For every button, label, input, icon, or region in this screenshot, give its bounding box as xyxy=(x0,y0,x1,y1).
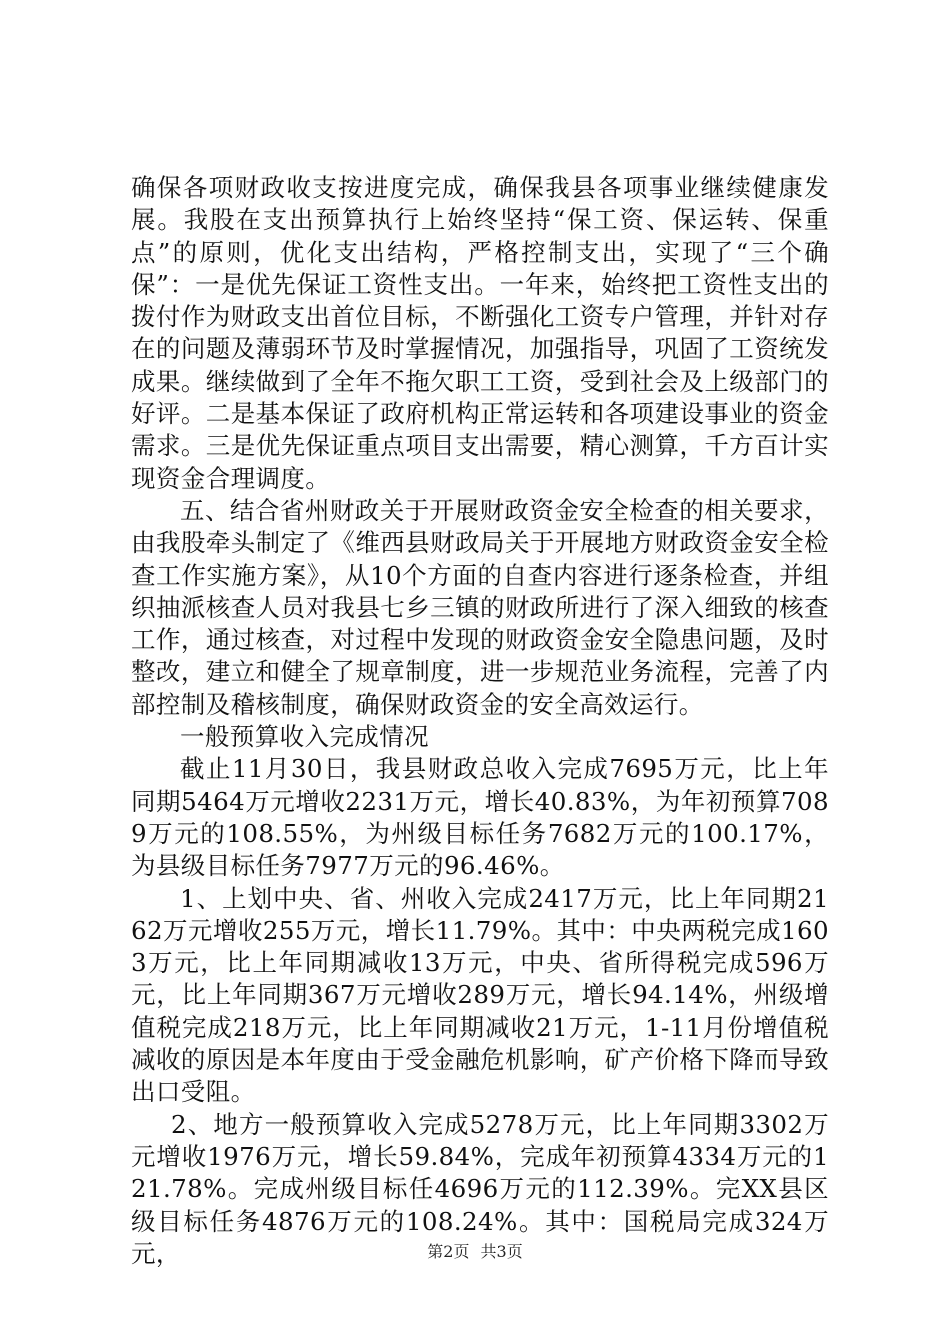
paragraph-central-revenue: 1、上划中央、省、州收入完成2417万元，比上年同期2162万元增收255万元，增长11.79%。其中：中央两税完成1603万元，比上年同期减收13万元，中央、省所得税完成596万元，比上年同期367万元增收289万元，增长94.14%，州级增值税完成218万元，比上年同期减收21万元，1-11月份增值税减收的原因是本年度由于受金融危机影响，矿产价格下降而导致出口受阻。 xyxy=(131,883,829,1107)
page-total: 共3页 xyxy=(480,1242,523,1261)
page-footer xyxy=(0,1242,950,1262)
paragraph-expenditure-guarantees: 确保各项财政收支按进度完成，确保我县各项事业继续健康发展。我股在支出预算执行上始终坚持“保工资、保运转、保重点”的原则，优化支出结构，严格控制支出，实现了“三个确保”：一是优先保证工资性支出。一年来，始终把工资性支出的拨付作为财政支出首位目标，不断强化工资专户管理，并针对存在的问题及薄弱环节及时掌握情况，加强指导，巩固了工资统发成果。继续做到了全年不拖欠职工工资，受到社会及上级部门的好评。二是基本保证了政府机构正常运转和各项建设事业的资金需求。三是优先保证重点项目支出需要，精心测算，千方百计实现资金合理调度。 xyxy=(131,173,829,493)
paragraph-local-revenue: 2、地方一般预算收入完成5278万元，比上年同期3302万元增收1976万元，增长59.84%，完成年初预算4334万元的121.78%。完成州级目标任4696万元的112.39%。完XX县区级目标任务4876万元的108.24%。其中：国税局完成324万元， xyxy=(131,1109,829,1268)
section-heading-general-budget: 一般预算收入完成情况 xyxy=(180,722,429,752)
document-body xyxy=(131,172,829,1270)
paragraph-fund-safety-inspection: 五、结合省州财政关于开展财政资金安全检查的相关要求，由我股牵头制定了《维西县财政局关于开展地方财政资金安全检查工作实施方案》，从10个方面的自查内容进行逐条检查，并组织抽派核查人员对我县七乡三镇的财政所进行了深入细致的核查工作，通过核查，对过程中发现的财政资金安全隐患问题，及时整改，建立和健全了规章制度，进一步规范业务流程，完善了内部控制及稽核制度，确保财政资金的安全高效运行。 xyxy=(131,495,829,719)
page-number: 第2页 xyxy=(427,1242,470,1261)
paragraph-total-revenue: 截止11月30日，我县财政总收入完成7695万元，比上年同期5464万元增收2231万元，增长40.83%，为年初预算7089万元的108.55%，为州级目标任务7682万元的100.17%，为县级目标任务7977万元的96.46%。 xyxy=(131,754,829,881)
